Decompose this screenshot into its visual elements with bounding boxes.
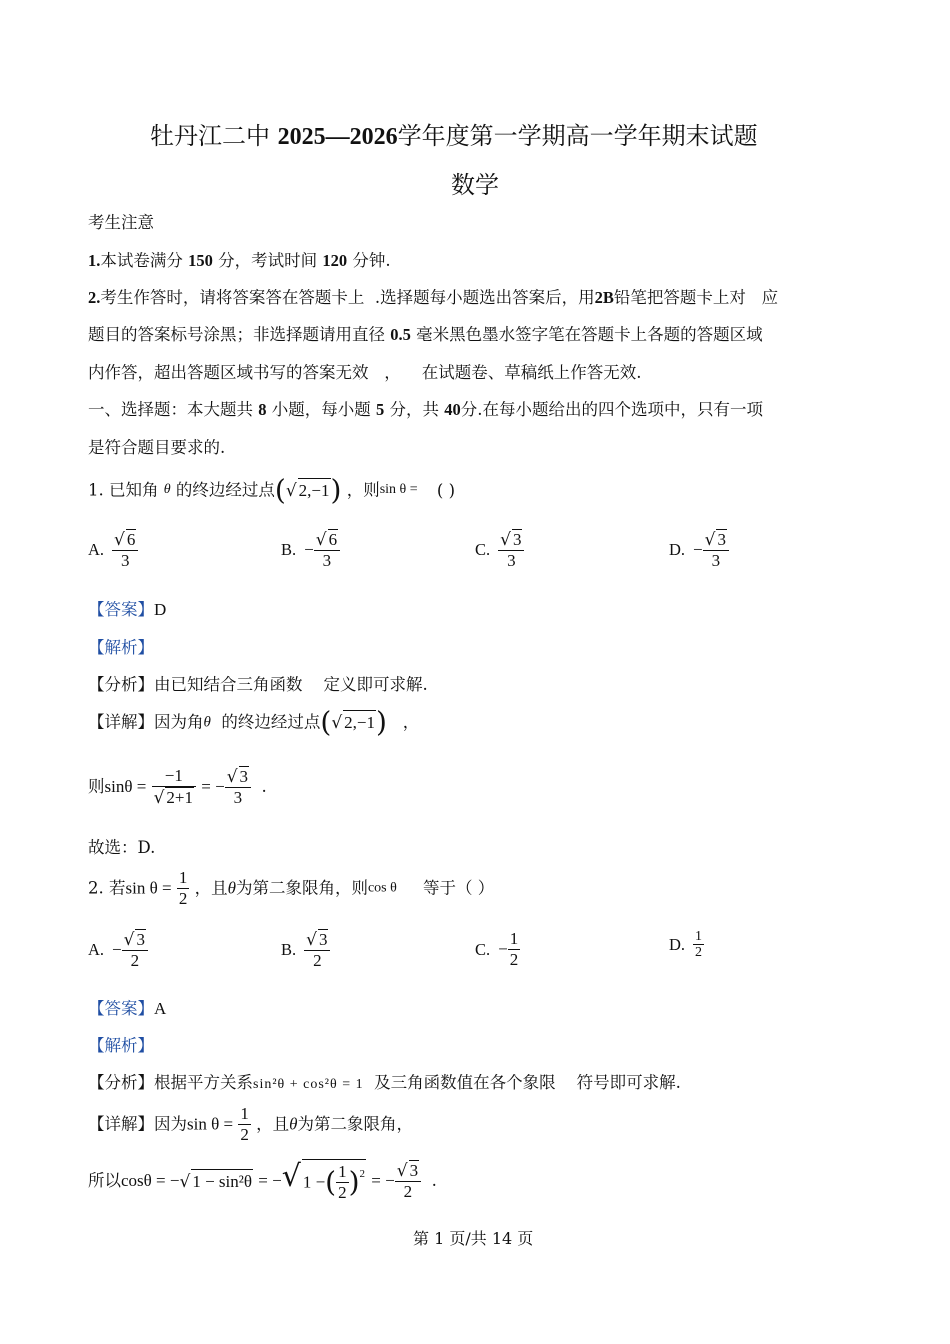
q2-option-b[interactable]: B. $\frac{√ 3}{2}$ bbox=[281, 929, 330, 971]
title-rest: 学年度第一学期高一学年期末试题 bbox=[397, 122, 758, 150]
title-school: 牡丹江二中 bbox=[150, 122, 270, 150]
q1-fenxi: 【分析】由已知结合三角函数 定义即可求解. bbox=[88, 675, 428, 694]
subject-title: 数学 bbox=[451, 171, 499, 199]
notice-item-2-line-2: 题目的答案标号涂黑；非选择题请用直径 0.5 毫米黑色墨水签字笔在答题卡上各题的答题区域 bbox=[88, 325, 763, 344]
q2-detail: 【详解】因为sin θ = $\frac{1}{2}$ ，且θ为第二象限角， bbox=[88, 1104, 413, 1144]
q1-analysis-tag: 【解析】 bbox=[88, 638, 154, 657]
q2-analysis-tag: 【解析】 bbox=[88, 1036, 154, 1055]
q1-option-c[interactable]: C. $\frac{√ 3}{3}$ bbox=[475, 529, 524, 571]
q1-option-a[interactable]: A. $\frac{√ 6}{3}$ bbox=[88, 529, 138, 571]
q1-option-d[interactable]: D. − $\frac{√ 3}{3}$ bbox=[669, 529, 729, 571]
q2-fenxi: 【分析】根据平方关系sin²θ + cos²θ = 1 及三角函数值在各个象限 符号即可求解. bbox=[88, 1073, 681, 1092]
q1-answer: 【答案】D bbox=[88, 600, 167, 619]
q1-stem: 1. 已知角 $^\theta$ 的终边经过点(√ 2,−1) ，则$^{sin \theta =}$ ( ) bbox=[88, 473, 456, 507]
q1-calculation: 则sinθ = $\frac{-1}{√ 2+1}$ = − $\frac{√ 3}{3}$ . bbox=[88, 766, 267, 808]
title-years: 2025—2026 bbox=[277, 124, 398, 150]
q1-option-b[interactable]: B. − $\frac{√ 6}{3}$ bbox=[281, 529, 340, 571]
section-heading-line-1: 一、选择题：本大题共 8 小题，每小题 5 分，共 40分.在每小题给出的四个选项中，只有一项 bbox=[88, 400, 763, 419]
q2-option-d[interactable]: D. $\frac{1}{2}$ bbox=[669, 929, 703, 960]
page-title bbox=[150, 116, 758, 151]
q2-answer: 【答案】A bbox=[88, 999, 167, 1018]
notice-heading: 考生注意 bbox=[88, 213, 154, 232]
q1-detail: 【详解】因为角θ 的终边经过点(√ 2,−1) ， bbox=[88, 705, 420, 739]
q2-calculation: 所以cosθ = −√ 1 − sin²θ = −√ 1 −( $\frac{1}{2}$ )$^2$ = − $\frac{√ 3}{2}$ . bbox=[88, 1159, 437, 1202]
q2-option-a[interactable]: A. − $\frac{√ 3}{2}$ bbox=[88, 929, 148, 971]
notice-item-1: 1.本试卷满分 150 分，考试时间 120 分钟. bbox=[88, 251, 391, 270]
page-footer: 第 1 页/共 14 页 bbox=[413, 1229, 534, 1248]
notice-item-2-line-1: 2.考生作答时，请将答案答在答题卡上 .选择题每小题选出答案后，用2B铅笔把答题卡上对 应 bbox=[88, 288, 779, 307]
q1-conclusion: 故选：D. bbox=[88, 838, 156, 857]
notice-item-2-line-3: 内作答，超出答题区域书写的答案无效 ， 在试题卷、草稿纸上作答无效. bbox=[88, 363, 642, 382]
section-heading-line-2: 是符合题目要求的. bbox=[88, 438, 226, 457]
q2-option-c[interactable]: C. − $\frac{1}{2}$ bbox=[475, 929, 519, 969]
q2-stem: 2. 若sin θ = $\frac{1}{2}$ ，且θ为第二象限角，则cos θ 等于（ ） bbox=[88, 868, 495, 908]
